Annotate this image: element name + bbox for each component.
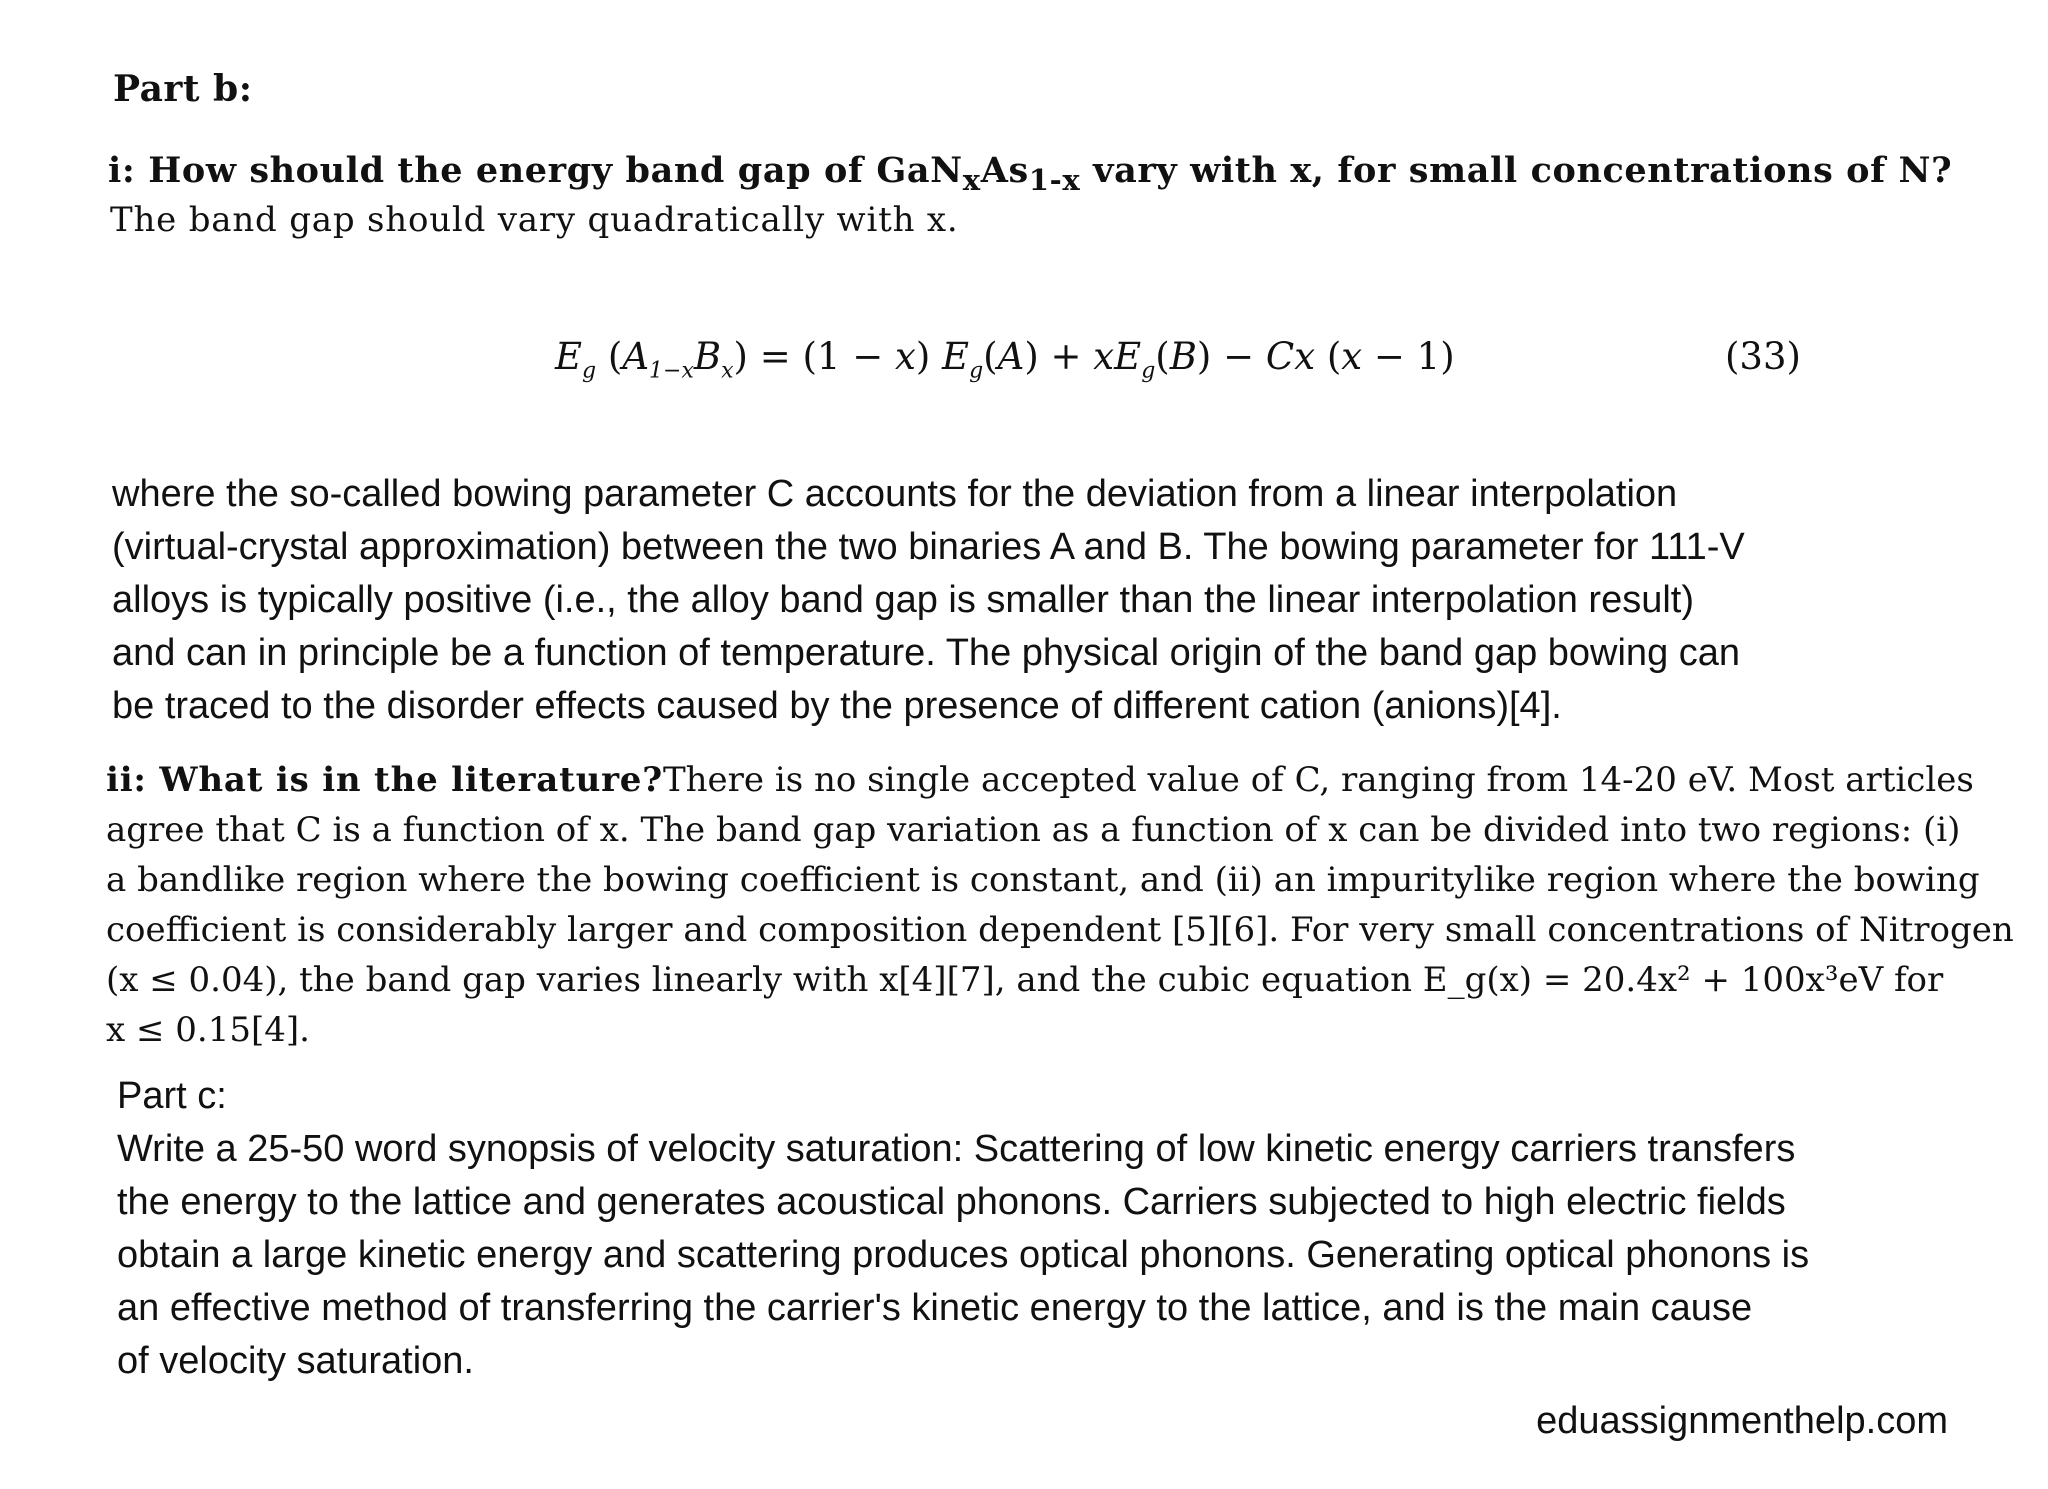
- question-ii-line2: agree that C is a function of x. The band gap variation as a function of x can be divided into two regions: (i): [106, 810, 1961, 850]
- bowing-line: and can in principle be a function of temperature. The physical origin of the band gap bowing can: [112, 632, 1741, 674]
- question-ii-line: [106, 955, 1946, 1005]
- question-ii-line: [106, 905, 2014, 955]
- question-ii-line3: a bandlike region where the bowing coefficient is constant, and (ii) an impuritylike region where the bowing: [106, 860, 1980, 900]
- equation-number: (33): [1725, 335, 1801, 378]
- question-ii: [106, 755, 2014, 1055]
- bowing-line: alloys is typically positive (i.e., the alloy band gap is smaller than the linear interpolation result): [112, 579, 1695, 621]
- question-ii-line4: coefficient is considerably larger and composition dependent [5][6]. For very small concentrations of Nitrogen: [106, 910, 2014, 950]
- question-i-sub-x: x: [962, 163, 981, 197]
- question-i-as: As: [980, 150, 1029, 191]
- question-ii-line: [106, 1005, 1946, 1055]
- part-b-heading: Part b:: [113, 68, 253, 110]
- bowing-paragraph: [112, 468, 1912, 733]
- part-c-line: of velocity saturation.: [117, 1340, 474, 1382]
- question-i-suffix: vary with x, for small concentrations of N?: [1080, 150, 1953, 191]
- part-c-line: an effective method of transferring the carrier's kinetic energy to the lattice, and is the main cause: [117, 1287, 1753, 1329]
- part-c-line: the energy to the lattice and generates acoustical phonons. Carriers subjected to high electric fields: [117, 1181, 1786, 1223]
- question-ii-line: [106, 855, 1980, 905]
- bowing-line: (virtual-crystal approximation) between the two binaries A and B. The bowing parameter for 111-V: [112, 526, 1745, 568]
- question-ii-line5: (x ≤ 0.04), the band gap varies linearly with x[4][7], and the cubic equation E_g(x) = 20.4x² + 100x³eV for: [106, 960, 1944, 1000]
- part-c-line: obtain a large kinetic energy and scattering produces optical phonons. Generating optical phonons is: [117, 1234, 1810, 1276]
- question-i: [108, 150, 2048, 197]
- question-ii-line6: x ≤ 0.15[4].: [106, 1010, 310, 1050]
- part-c-line: Write a 25-50 word synopsis of velocity saturation: Scattering of low kinetic energy carriers transfers: [117, 1128, 1796, 1170]
- part-c-heading: Part c:: [117, 1075, 227, 1117]
- question-i-prefix: i: How should the energy band gap of GaN: [108, 150, 963, 191]
- question-ii-line1: There is no single accepted value of C, ranging from 14-20 eV. Most articles: [662, 760, 1974, 800]
- bowing-line: where the so-called bowing parameter C accounts for the deviation from a linear interpolation: [112, 473, 1678, 515]
- part-c: [117, 1070, 1967, 1388]
- question-ii-line: [106, 755, 1974, 805]
- question-ii-label: ii: What is in the literature?: [106, 760, 663, 800]
- watermark-text: eduassignmenthelp.com: [1536, 1400, 1948, 1442]
- bowing-line: be traced to the disorder effects caused by the presence of different cation (anions)[4].: [112, 685, 1562, 727]
- question-i-answer: The band gap should vary quadratically with x.: [110, 200, 959, 240]
- bowing-equation: $E_g$ $(A_{1-x}B_x) = (1 - x) E_g(A) + xE_g(B) - Cx$ (x − 1): [555, 335, 1455, 384]
- question-i-sub-1x: 1-x: [1028, 163, 1081, 197]
- question-ii-line: [106, 805, 1961, 855]
